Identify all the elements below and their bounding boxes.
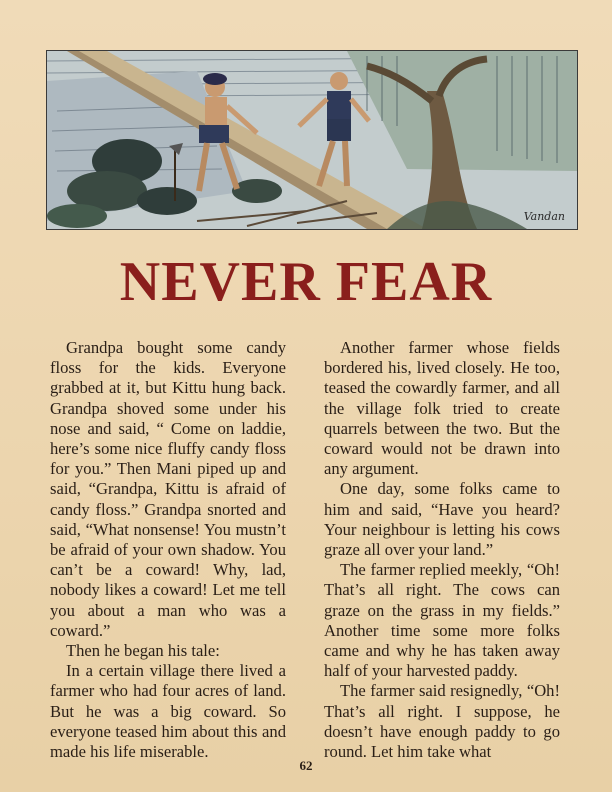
paragraph: In a certain village there lived a farmer who had four acres of land. But he was a big coward. So everyone teased him about this and made his life miserable. [50, 661, 286, 762]
story-illustration [46, 50, 578, 230]
right-column [324, 338, 560, 762]
paragraph: Grandpa bought some candy floss for the kids. Everyone grabbed at it, but Kittu hung back. Grandpa shoved some under his nose and said, “ Come on laddie, here’s some nice fluffy candy floss for you.” Then Mani piped up and said, “Grandpa, Kittu is afraid of candy floss.” Grandpa snorted and said, “What nonsense! You mustn’t be afraid of your own shadow. You can’t be a coward! Why, lad, nobody likes a coward! Let me tell you about a man who was a coward.” [50, 338, 286, 640]
story-title: NEVER FEAR [119, 251, 493, 313]
page-number: 62 [299, 758, 313, 773]
paragraph: Then he began his tale: [66, 641, 220, 661]
paragraph: Another farmer whose fields bordered his, lived closely. He too, teased the cowardly farmer, and all the village folk tried to create quarrels between the two. But the coward would not be drawn into any argument. [324, 338, 560, 479]
paragraph: One day, some folks came to him and said, “Have you heard? Your neighbour is letting his cows graze all over your land.” [324, 479, 560, 560]
farmers-field-illustration-icon [47, 51, 577, 229]
paragraph: The farmer said resignedly, “Oh! That’s all right. I suppose, he doesn’t have enough paddy to go round. Let him take what [324, 681, 560, 762]
left-column [50, 338, 286, 762]
artist-signature: Vandan [523, 210, 565, 223]
paragraph: The farmer replied meekly, “Oh! That’s all right. The cows can graze on the grass in my fields.” Another time some more folks came and why he has taken away half of your harvested paddy. [324, 560, 560, 681]
